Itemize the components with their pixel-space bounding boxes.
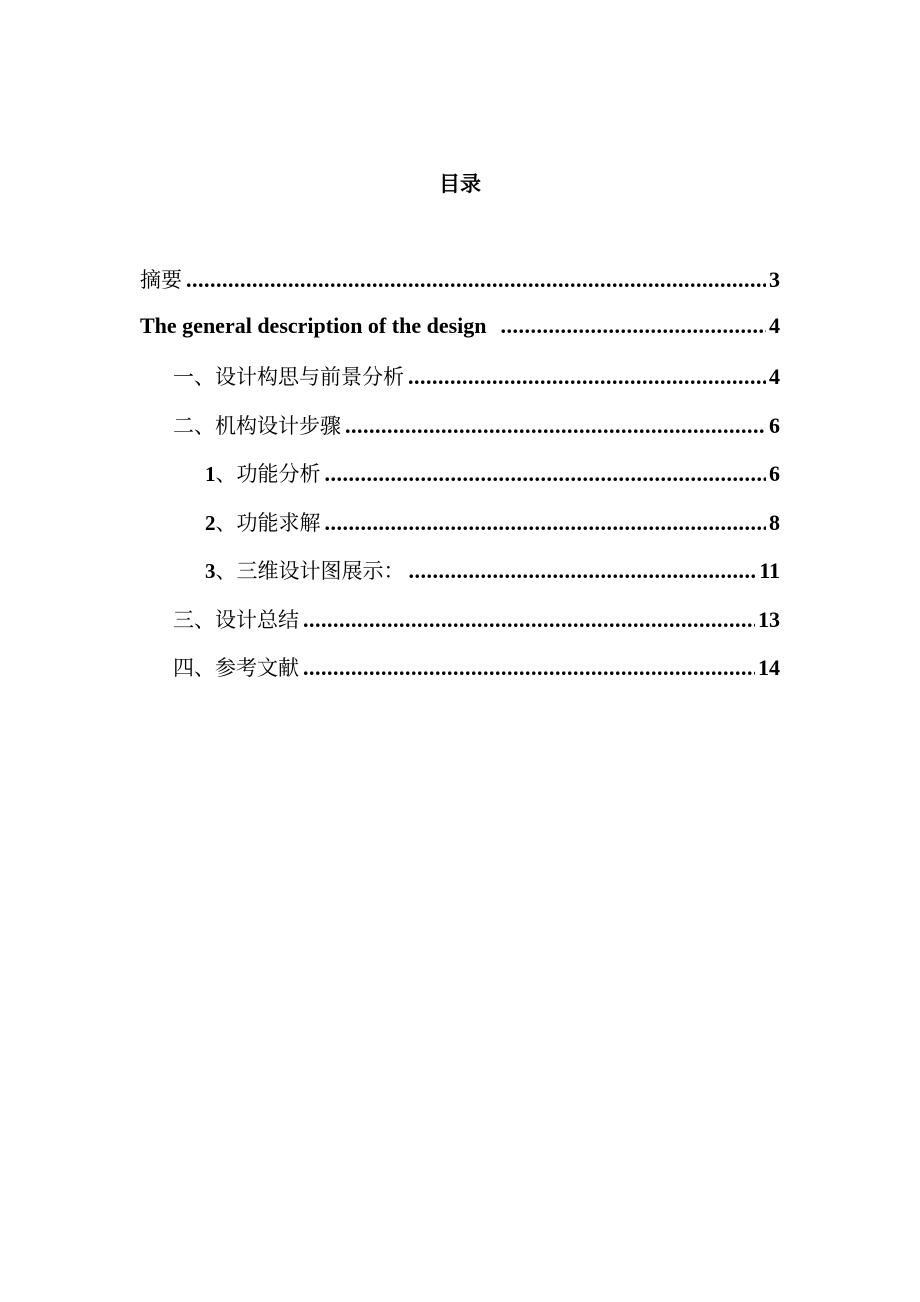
toc-entry-page: 11: [759, 558, 780, 583]
toc-entry[interactable]: [140, 313, 780, 362]
toc-dot-leader: [186, 267, 766, 293]
toc-entry-number: 2: [205, 510, 216, 535]
toc-entry-label: The general description of the design: [140, 312, 487, 338]
toc-dot-leader: [303, 607, 755, 633]
toc-entry-page: 4: [769, 312, 780, 338]
toc-entry[interactable]: [140, 604, 780, 653]
toc-dot-leader: [408, 364, 766, 390]
toc-dot-leader: [409, 558, 757, 584]
toc-entry[interactable]: [140, 507, 780, 556]
toc-entry-number: 1: [205, 462, 216, 486]
toc-dot-leader: [325, 461, 767, 487]
toc-entry[interactable]: [140, 555, 780, 604]
toc-list: [140, 264, 780, 701]
toc-entry-page: 6: [769, 461, 780, 486]
toc-entry-number: 3: [205, 559, 216, 583]
toc-entry-label: 一、设计构思与前景分析: [173, 365, 404, 389]
toc-dot-leader: [501, 313, 767, 339]
toc-entry-label: 二、机构设计步骤: [173, 413, 341, 438]
toc-entry[interactable]: [140, 410, 780, 459]
toc-dot-leader: [325, 510, 767, 536]
toc-entry-label: [205, 458, 321, 488]
toc-dot-leader: [345, 413, 766, 439]
toc-entry-page: 13: [758, 606, 780, 632]
toc-entry-page: 8: [769, 509, 780, 535]
toc-title: 目录: [439, 172, 481, 196]
toc-entry-text: 、三维设计图展示：: [215, 559, 405, 583]
toc-entry-text: 、功能分析: [215, 462, 321, 486]
toc-entry-label: [205, 555, 405, 585]
toc-entry-label: 三、设计总结: [173, 607, 299, 632]
toc-entry-page: 14: [758, 655, 780, 680]
toc-entry-page: 4: [769, 364, 780, 389]
toc-entry[interactable]: [140, 264, 780, 313]
toc-entry-page: 3: [769, 267, 780, 292]
toc-dot-leader: [303, 655, 755, 681]
toc-entry[interactable]: [140, 361, 780, 410]
toc-entry-label: 四、参考文献: [173, 656, 299, 680]
toc-entry-label: 摘要: [140, 268, 182, 292]
toc-entry-label: [205, 507, 321, 537]
toc-entry[interactable]: [140, 458, 780, 507]
toc-entry-text: 、功能求解: [215, 510, 321, 535]
toc-entry[interactable]: [140, 652, 780, 701]
toc-entry-page: 6: [769, 412, 780, 438]
